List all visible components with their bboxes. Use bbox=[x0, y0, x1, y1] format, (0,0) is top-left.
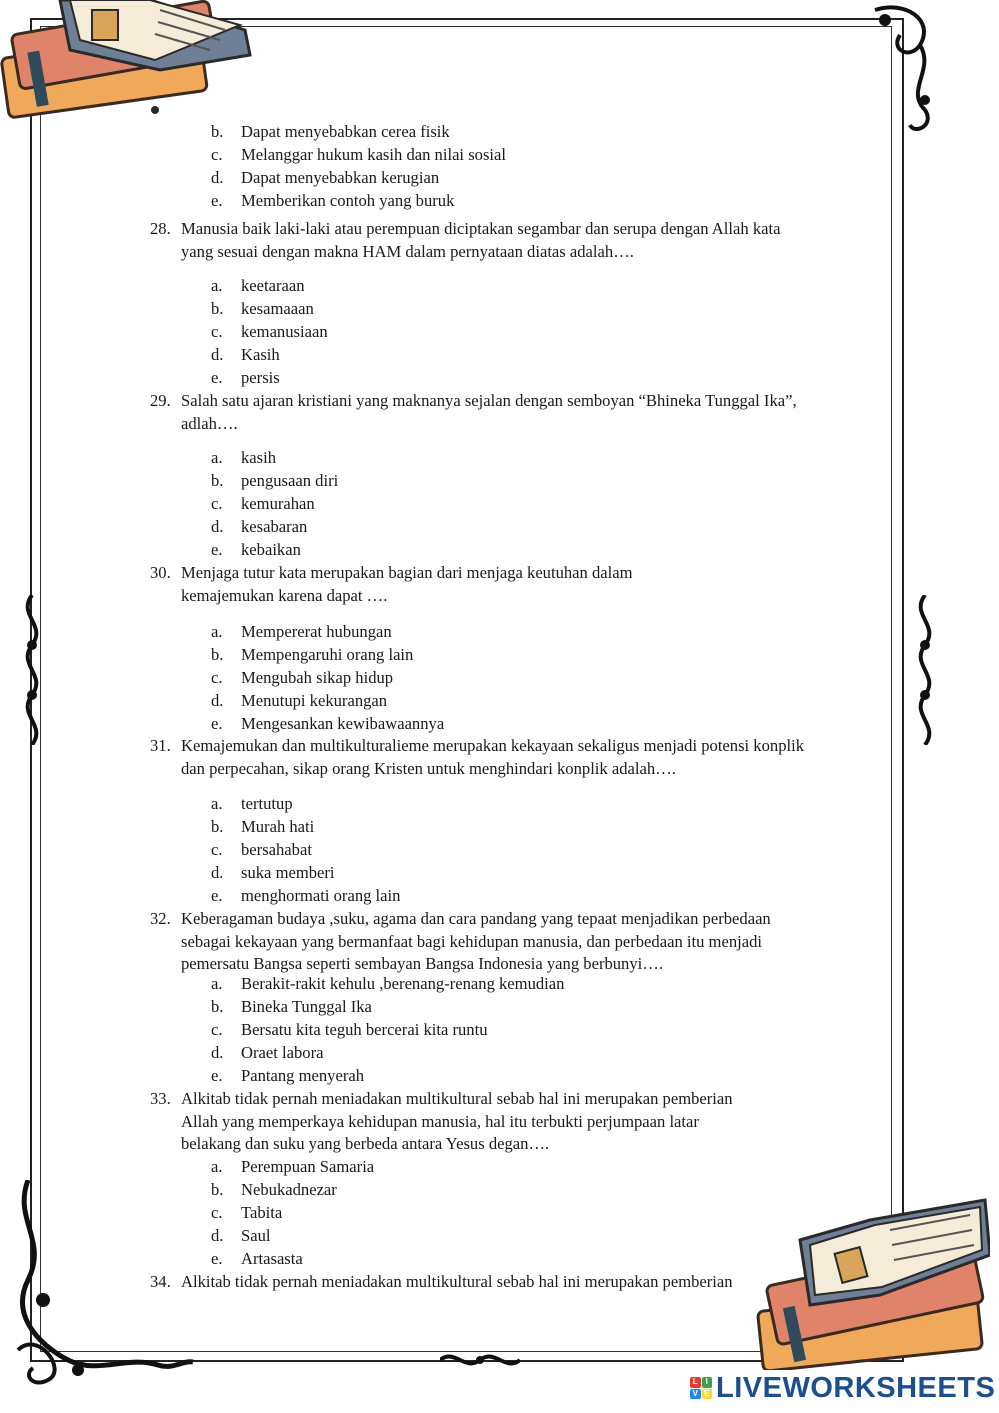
option-letter: d. bbox=[211, 168, 224, 187]
option-text: bersahabat bbox=[241, 840, 312, 859]
logo-letter: I bbox=[702, 1377, 713, 1388]
option-text: persis bbox=[241, 368, 280, 387]
question-text-line: dan perpecahan, sikap orang Kristen untuk menghindari konplik adalah…. bbox=[181, 758, 676, 778]
option-text: Saul bbox=[241, 1226, 271, 1245]
option-letter: d. bbox=[211, 863, 224, 882]
question-number: 30. bbox=[150, 563, 171, 582]
option-letter: a. bbox=[211, 622, 223, 641]
option-text: Berakit-rakit kehulu ,berenang-renang kemudian bbox=[241, 974, 565, 993]
option-text: Pantang menyerah bbox=[241, 1066, 365, 1085]
option-letter: a. bbox=[211, 974, 223, 993]
option-text: tertutup bbox=[241, 794, 293, 813]
option-text: Mempererat hubungan bbox=[241, 622, 392, 641]
question-number: 33. bbox=[150, 1089, 171, 1108]
option-letter: d. bbox=[211, 517, 224, 536]
question-text-line: sebagai kekayaan yang bermanfaat bagi kehidupan manusia, dan perbedaan itu menjadi bbox=[181, 931, 763, 951]
option-letter: c. bbox=[211, 668, 223, 687]
option-text: menghormati orang lain bbox=[241, 886, 401, 905]
logo-letter: L bbox=[690, 1377, 701, 1388]
option-text: Tabita bbox=[241, 1203, 283, 1222]
option-letter: a. bbox=[211, 448, 223, 467]
question-text-line: Allah yang memperkaya kehidupan manusia, hal itu terbukti perjumpaan latar bbox=[181, 1111, 699, 1131]
option-text: kemurahan bbox=[241, 494, 315, 513]
option-letter: b. bbox=[211, 645, 224, 664]
option-letter: d. bbox=[211, 691, 224, 710]
question-text-line: pemersatu Bangsa seperti sembayan Bangsa Indonesia yang berbunyi…. bbox=[181, 954, 664, 973]
question-text-line: kemajemukan karena dapat …. bbox=[181, 585, 388, 605]
option-letter: c. bbox=[211, 494, 223, 513]
option-text: Dapat menyebabkan cerea fisik bbox=[241, 122, 450, 141]
question-text-line: Menjaga tutur kata merupakan bagian dari menjaga keutuhan dalam bbox=[181, 563, 633, 582]
option-text: kebaikan bbox=[241, 540, 301, 559]
question-text-line: belakang dan suku yang berbeda antara Yesus degan…. bbox=[181, 1134, 550, 1153]
question-text-line: Alkitab tidak pernah meniadakan multikultural sebab hal ini merupakan pemberian bbox=[181, 1272, 733, 1291]
question-text-line: Kemajemukan dan multikulturalieme merupakan kekayaan sekaligus menjadi potensi konplik bbox=[181, 736, 805, 755]
option-letter: b. bbox=[211, 299, 224, 318]
option-letter: d. bbox=[211, 345, 224, 364]
option-letter: c. bbox=[211, 145, 223, 164]
option-letter: b. bbox=[211, 997, 224, 1016]
option-letter: e. bbox=[211, 1249, 223, 1268]
question-number: 31. bbox=[150, 736, 171, 755]
option-letter: c. bbox=[211, 1203, 223, 1222]
question-text-line: Alkitab tidak pernah meniadakan multikultural sebab hal ini merupakan pemberian bbox=[181, 1089, 733, 1108]
option-letter: a. bbox=[211, 794, 223, 813]
option-letter: e. bbox=[211, 368, 223, 387]
brand-name: LIVEWORKSHEETS bbox=[716, 1371, 996, 1404]
option-text: Artasasta bbox=[241, 1249, 303, 1268]
option-text: Oraet labora bbox=[241, 1043, 324, 1062]
option-text: Menutupi kekurangan bbox=[241, 691, 388, 710]
option-letter: b. bbox=[211, 817, 224, 836]
logo-letter: E bbox=[702, 1389, 713, 1400]
option-letter: d. bbox=[211, 1226, 224, 1245]
option-text: Bersatu kita teguh bercerai kita runtu bbox=[241, 1020, 488, 1039]
option-text: kasih bbox=[241, 448, 277, 467]
option-text: keetaraan bbox=[241, 276, 305, 295]
option-text: suka memberi bbox=[241, 863, 335, 882]
option-text: Mempengaruhi orang lain bbox=[241, 645, 414, 664]
option-text: Murah hati bbox=[241, 817, 315, 836]
option-letter: a. bbox=[211, 276, 223, 295]
option-letter: e. bbox=[211, 886, 223, 905]
logo-letter: V bbox=[690, 1389, 701, 1400]
option-letter: c. bbox=[211, 322, 223, 341]
option-letter: c. bbox=[211, 840, 223, 859]
question-text-line: Keberagaman budaya ,suku, agama dan cara pandang yang tepaat menjadikan perbedaan bbox=[181, 909, 771, 928]
option-letter: c. bbox=[211, 1020, 223, 1039]
question-text-line: yang sesuai dengan makna HAM dalam pernyataan diatas adalah…. bbox=[181, 241, 634, 261]
question-number: 29. bbox=[150, 391, 171, 410]
question-text-line: adlah…. bbox=[181, 413, 238, 433]
question-number: 34. bbox=[150, 1272, 171, 1291]
option-letter: b. bbox=[211, 122, 224, 141]
option-letter: e. bbox=[211, 1066, 223, 1085]
question-text-line: Salah satu ajaran kristiani yang maknanya sejalan dengan semboyan “Bhineka Tunggal Ika”, bbox=[181, 391, 797, 410]
option-text: kesabaran bbox=[241, 517, 308, 536]
option-text: Kasih bbox=[241, 345, 280, 364]
option-text: Memberikan contoh yang buruk bbox=[241, 191, 455, 210]
option-text: Dapat menyebabkan kerugian bbox=[241, 168, 440, 187]
question-number: 28. bbox=[150, 219, 171, 238]
option-text: Mengesankan kewibawaannya bbox=[241, 714, 445, 733]
option-letter: e. bbox=[211, 540, 223, 559]
option-text: kesamaaan bbox=[241, 299, 314, 318]
option-letter: b. bbox=[211, 1180, 224, 1199]
liveworksheets-branding bbox=[690, 1373, 995, 1403]
option-text: Mengubah sikap hidup bbox=[241, 668, 394, 687]
option-text: kemanusiaan bbox=[241, 322, 328, 341]
option-text: Melanggar hukum kasih dan nilai sosial bbox=[241, 145, 506, 164]
question-number: 32. bbox=[150, 909, 171, 928]
option-text: pengusaan diri bbox=[241, 471, 339, 490]
option-letter: d. bbox=[211, 1043, 224, 1062]
option-letter: e. bbox=[211, 191, 223, 210]
option-text: Bineka Tunggal Ika bbox=[241, 997, 372, 1016]
question-text-line: Manusia baik laki-laki atau perempuan diciptakan segambar dan serupa dengan Allah kata bbox=[181, 219, 781, 238]
liveworksheets-logo-icon bbox=[690, 1377, 712, 1399]
option-letter: a. bbox=[211, 1157, 223, 1176]
option-text: Perempuan Samaria bbox=[241, 1157, 375, 1176]
option-text: Nebukadnezar bbox=[241, 1180, 337, 1199]
option-letter: e. bbox=[211, 714, 223, 733]
option-letter: b. bbox=[211, 471, 224, 490]
